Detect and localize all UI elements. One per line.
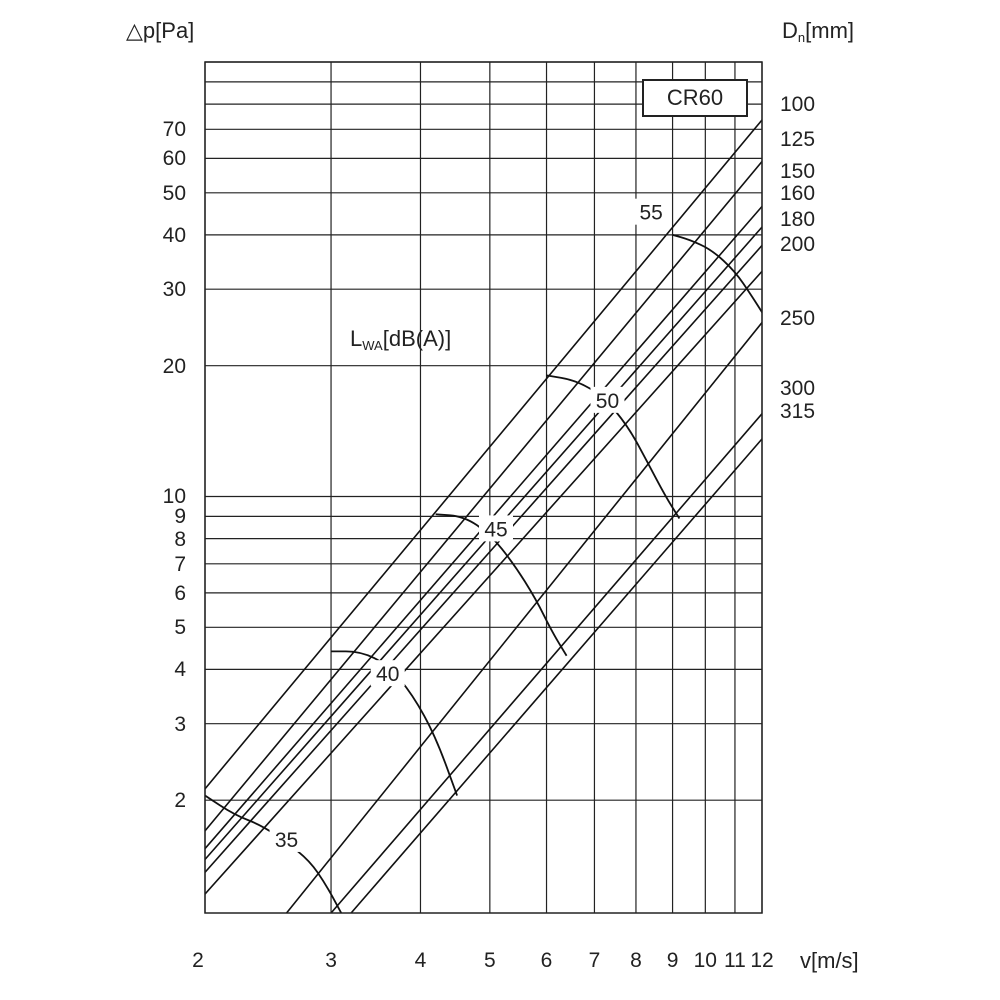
y-tick-label: 6	[174, 581, 186, 605]
x-tick-label: 11	[724, 949, 746, 972]
y-tick-label: 9	[174, 505, 186, 529]
x-tick-label: 12	[750, 949, 774, 972]
x-tick-label: 8	[630, 949, 642, 972]
y-tick-label: 7	[174, 552, 186, 576]
diameter-label-100: 100	[780, 93, 816, 116]
diameter-label-150: 150	[780, 160, 816, 183]
noise-label-35: 35	[274, 828, 299, 852]
diameter-line-100	[196, 114, 768, 800]
curve-label-unit: [dB(A)]	[382, 326, 452, 351]
diameter-lines	[196, 114, 768, 913]
diameter-line-250	[287, 316, 768, 913]
y-tick-label: 40	[162, 223, 186, 247]
y-tick-label: 10	[162, 485, 186, 509]
y-tick-label: 50	[162, 181, 186, 205]
x-tick-label: 4	[414, 949, 427, 972]
y-tick-label: 4	[174, 658, 186, 682]
y-tick-label: 30	[162, 278, 186, 302]
y-tick-label: 60	[162, 147, 186, 171]
curve-label-sub: WA	[362, 338, 383, 353]
x-tick-label: 9	[666, 949, 679, 972]
diameter-line-160	[196, 221, 768, 870]
y-axis-title	[126, 20, 194, 42]
noise-label-55: 55	[639, 201, 663, 225]
noise-label-45: 45	[484, 518, 508, 542]
diameter-label-300: 300	[780, 377, 816, 400]
right-label-unit: [mm]	[805, 18, 855, 43]
grid	[205, 62, 762, 913]
x-tick-label: 7	[588, 949, 601, 972]
diameter-label-315: 315	[780, 400, 816, 423]
y-tick-label: 8	[174, 527, 186, 551]
right-label-sub: n	[797, 30, 806, 45]
plot-frame	[205, 62, 762, 913]
noise-curve-35	[205, 796, 341, 913]
curve-label-main: L	[350, 326, 363, 351]
diameter-line-200	[196, 266, 768, 905]
diameter-label-160: 160	[780, 182, 816, 205]
x-tick-label: 3	[325, 949, 337, 972]
y-tick-label: 3	[174, 712, 186, 736]
noise-label-50: 50	[595, 389, 620, 413]
diameter-label-125: 125	[780, 128, 816, 151]
x-tick-label: 10	[693, 949, 717, 972]
y-axis-label: p[Pa]	[142, 18, 195, 43]
chart-title: CR60	[666, 85, 724, 110]
diameter-line-180	[196, 240, 768, 883]
right-label-main: D	[782, 18, 798, 43]
x-axis-title: v[m/s]	[800, 948, 859, 973]
right-axis-title	[782, 20, 854, 44]
x-tick-label: 2	[192, 949, 204, 972]
diameter-label-200: 200	[780, 233, 816, 256]
y-tick-label: 5	[174, 616, 186, 640]
y-tick-label: 20	[162, 354, 186, 378]
y-tick-label: 2	[174, 789, 186, 813]
y-tick-label: 70	[162, 118, 186, 142]
delta-symbol: △	[126, 18, 143, 43]
diameter-label-250: 250	[780, 307, 816, 330]
diameter-label-180: 180	[780, 208, 816, 231]
noise-label-40: 40	[376, 663, 400, 687]
curve-family-title	[350, 328, 451, 352]
x-tick-label: 5	[484, 949, 496, 972]
x-tick-label: 6	[540, 949, 553, 972]
